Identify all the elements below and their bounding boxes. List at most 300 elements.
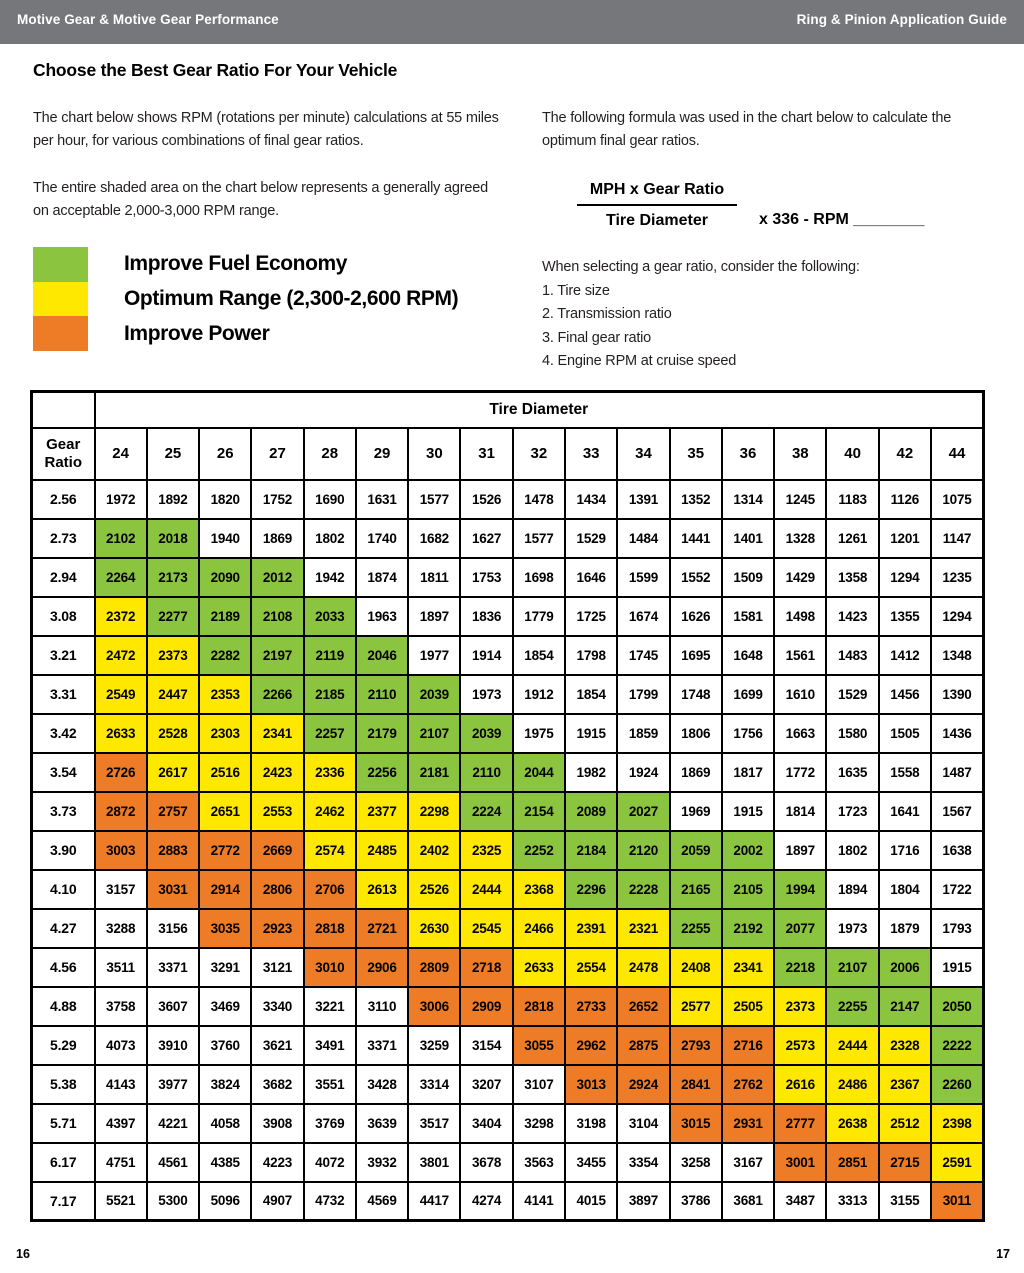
rpm-cell: 1869 (670, 753, 722, 792)
rpm-cell: 2574 (304, 831, 356, 870)
rpm-cell: 1817 (722, 753, 774, 792)
rpm-cell: 1201 (879, 519, 931, 558)
rpm-cell: 3155 (879, 1182, 931, 1221)
legend-item (33, 316, 458, 351)
rpm-cell: 1924 (617, 753, 669, 792)
rpm-cell: 2179 (356, 714, 408, 753)
rpm-cell: 1772 (774, 753, 826, 792)
rpm-cell: 2107 (826, 948, 878, 987)
rpm-cell: 2528 (147, 714, 199, 753)
rpm-cell: 1580 (826, 714, 878, 753)
gear-ratio-considerations (542, 256, 860, 374)
rpm-cell: 2651 (199, 792, 251, 831)
tire-diameter-column-header: 36 (722, 428, 774, 480)
table-row (32, 792, 984, 831)
rpm-cell: 1973 (460, 675, 512, 714)
rpm-cell: 2255 (826, 987, 878, 1026)
rpm-cell: 1126 (879, 480, 931, 519)
rpm-cell: 2377 (356, 792, 408, 831)
rpm-cell: 2669 (251, 831, 303, 870)
rpm-cell: 3801 (408, 1143, 460, 1182)
rpm-cell: 3259 (408, 1026, 460, 1065)
rpm-cell: 1942 (304, 558, 356, 597)
rpm-cell: 3035 (199, 909, 251, 948)
rpm-cell: 2716 (722, 1026, 774, 1065)
page-title: Choose the Best Gear Ratio For Your Vehicle (33, 60, 398, 80)
rpm-cell: 3977 (147, 1065, 199, 1104)
rpm-cell: 2472 (95, 636, 147, 675)
rpm-cell: 2165 (670, 870, 722, 909)
rpm-cell: 2526 (408, 870, 460, 909)
rpm-cell: 1638 (931, 831, 984, 870)
rpm-cell: 2841 (670, 1065, 722, 1104)
rpm-cell: 2851 (826, 1143, 878, 1182)
rpm-cell: 1456 (879, 675, 931, 714)
gear-ratio-cell: 3.73 (32, 792, 95, 831)
rpm-cell: 2373 (774, 987, 826, 1026)
rpm-cell: 1577 (513, 519, 565, 558)
rpm-cell: 2341 (722, 948, 774, 987)
rpm-cell: 3371 (147, 948, 199, 987)
table-row (32, 753, 984, 792)
rpm-cell: 2402 (408, 831, 460, 870)
rpm-cell: 2373 (147, 636, 199, 675)
rpm-cell: 2486 (826, 1065, 878, 1104)
rpm-cell: 1631 (356, 480, 408, 519)
rpm-cell: 1698 (513, 558, 565, 597)
rpm-cell: 2633 (513, 948, 565, 987)
formula (577, 181, 924, 230)
rpm-cell: 4417 (408, 1182, 460, 1221)
consideration-item: 2. Transmission ratio (542, 306, 672, 322)
rpm-cell: 2715 (879, 1143, 931, 1182)
table-row (32, 1026, 984, 1065)
rpm-cell: 2050 (931, 987, 984, 1026)
rpm-cell: 3428 (356, 1065, 408, 1104)
rpm-cell: 2762 (722, 1065, 774, 1104)
rpm-cell: 2391 (565, 909, 617, 948)
rpm-cell: 1352 (670, 480, 722, 519)
rpm-cell: 1745 (617, 636, 669, 675)
rpm-cell: 3908 (251, 1104, 303, 1143)
rpm-cell: 1820 (199, 480, 251, 519)
rpm-cell: 1581 (722, 597, 774, 636)
rpm-cell: 2914 (199, 870, 251, 909)
rpm-cell: 2154 (513, 792, 565, 831)
rpm-cell: 1391 (617, 480, 669, 519)
rpm-cell: 2462 (304, 792, 356, 831)
rpm-cell: 1690 (304, 480, 356, 519)
rpm-cell: 2218 (774, 948, 826, 987)
rpm-cell: 1478 (513, 480, 565, 519)
rpm-cell: 3258 (670, 1143, 722, 1182)
considerations-title: When selecting a gear ratio, consider the following: (542, 259, 860, 275)
header-left-title: Motive Gear & Motive Gear Performance (17, 11, 279, 27)
rpm-cell: 1401 (722, 519, 774, 558)
rpm-cell: 1874 (356, 558, 408, 597)
rpm-cell: 4561 (147, 1143, 199, 1182)
rpm-cell: 1915 (722, 792, 774, 831)
rpm-cell: 3207 (460, 1065, 512, 1104)
rpm-cell: 2147 (879, 987, 931, 1026)
rpm-cell: 1982 (565, 753, 617, 792)
rpm-cell: 2002 (722, 831, 774, 870)
rpm-cell: 2110 (356, 675, 408, 714)
tire-diameter-column-header: 33 (565, 428, 617, 480)
rpm-cell: 2549 (95, 675, 147, 714)
tire-diameter-column-header: 42 (879, 428, 931, 480)
rpm-cell: 2059 (670, 831, 722, 870)
tire-diameter-column-header: 30 (408, 428, 460, 480)
rpm-cell: 1892 (147, 480, 199, 519)
considerations-list (542, 280, 860, 374)
rpm-cell: 2809 (408, 948, 460, 987)
table-row (32, 831, 984, 870)
table-row (32, 909, 984, 948)
rpm-cell: 3682 (251, 1065, 303, 1104)
rpm-cell: 2368 (513, 870, 565, 909)
rpm-cell: 2633 (95, 714, 147, 753)
rpm-cell: 2872 (95, 792, 147, 831)
rpm-cell: 1075 (931, 480, 984, 519)
rpm-cell: 2545 (460, 909, 512, 948)
consideration-item: 3. Final gear ratio (542, 329, 652, 346)
rpm-cell: 2006 (879, 948, 931, 987)
rpm-cell: 2485 (356, 831, 408, 870)
rpm-cell: 4073 (95, 1026, 147, 1065)
gear-ratio-cell: 3.90 (32, 831, 95, 870)
formula-intro: The following formula was used in the chart below to calculate the optimum final gear ratios. (542, 110, 952, 149)
rpm-cell: 1994 (774, 870, 826, 909)
legend (33, 247, 458, 351)
formula-fraction (577, 181, 737, 230)
rpm-cell: 2931 (722, 1104, 774, 1143)
rpm-cell: 2277 (147, 597, 199, 636)
rpm-cell: 2224 (460, 792, 512, 831)
rpm-cell: 2573 (774, 1026, 826, 1065)
rpm-cell: 1940 (199, 519, 251, 558)
gear-ratio-header: Gear Ratio (32, 428, 95, 480)
rpm-cell: 2336 (304, 753, 356, 792)
rpm-cell: 2423 (251, 753, 303, 792)
rpm-cell: 2046 (356, 636, 408, 675)
rpm-cell: 2577 (670, 987, 722, 1026)
rpm-cell: 1483 (826, 636, 878, 675)
rpm-cell: 3455 (565, 1143, 617, 1182)
page-number-right: 17 (996, 1247, 1010, 1261)
rpm-cell: 3110 (356, 987, 408, 1026)
rpm-cell: 1879 (879, 909, 931, 948)
rpm-cell: 2027 (617, 792, 669, 831)
rpm-cell: 1799 (617, 675, 669, 714)
rpm-cell: 2478 (617, 948, 669, 987)
rpm-cell: 1802 (304, 519, 356, 558)
rpm-cell: 1487 (931, 753, 984, 792)
tire-diameter-column-header: 29 (356, 428, 408, 480)
gear-ratio-cell: 5.29 (32, 1026, 95, 1065)
tire-diameter-column-header: 38 (774, 428, 826, 480)
rpm-cell: 3404 (460, 1104, 512, 1143)
table-row (32, 675, 984, 714)
rpm-cell: 2033 (304, 597, 356, 636)
legend-color-swatch (33, 282, 88, 317)
rpm-cell: 2296 (565, 870, 617, 909)
rpm-cell: 2591 (931, 1143, 984, 1182)
gear-ratio-cell: 3.54 (32, 753, 95, 792)
gear-ratio-cell: 2.73 (32, 519, 95, 558)
rpm-cell: 4751 (95, 1143, 147, 1182)
rpm-cell: 2777 (774, 1104, 826, 1143)
rpm-cell: 4223 (251, 1143, 303, 1182)
rpm-cell: 1245 (774, 480, 826, 519)
rpm-cell: 1646 (565, 558, 617, 597)
rpm-cell: 1261 (826, 519, 878, 558)
rpm-cell: 1963 (356, 597, 408, 636)
rpm-cell: 2260 (931, 1065, 984, 1104)
gear-ratio-cell: 7.17 (32, 1182, 95, 1221)
rpm-cell: 3371 (356, 1026, 408, 1065)
rpm-cell: 2185 (304, 675, 356, 714)
rpm-cell: 1897 (408, 597, 460, 636)
rpm-cell: 1975 (513, 714, 565, 753)
rpm-cell: 2120 (617, 831, 669, 870)
rpm-cell: 1695 (670, 636, 722, 675)
rpm-cell: 4143 (95, 1065, 147, 1104)
rpm-cell: 3314 (408, 1065, 460, 1104)
table-row (32, 987, 984, 1026)
rpm-cell: 1577 (408, 480, 460, 519)
rpm-cell: 3678 (460, 1143, 512, 1182)
rpm-cell: 2818 (513, 987, 565, 1026)
rpm-cell: 1436 (931, 714, 984, 753)
rpm-cell: 3156 (147, 909, 199, 948)
header-right-title: Ring & Pinion Application Guide (796, 11, 1007, 27)
rpm-cell: 2613 (356, 870, 408, 909)
gear-ratio-cell: 3.42 (32, 714, 95, 753)
rpm-cell: 2883 (147, 831, 199, 870)
rpm-cell: 1484 (617, 519, 669, 558)
rpm-cell: 1599 (617, 558, 669, 597)
rpm-cell: 1552 (670, 558, 722, 597)
rpm-cell: 1294 (879, 558, 931, 597)
rpm-cell: 1972 (95, 480, 147, 519)
tire-diameter-header: Tire Diameter (95, 392, 984, 428)
gear-ratio-cell: 4.56 (32, 948, 95, 987)
rpm-cell: 2906 (356, 948, 408, 987)
table-row (32, 1065, 984, 1104)
rpm-cell: 1894 (826, 870, 878, 909)
rpm-cell: 3758 (95, 987, 147, 1026)
rpm-cell: 1793 (931, 909, 984, 948)
rpm-cell: 2512 (879, 1104, 931, 1143)
rpm-cell: 2192 (722, 909, 774, 948)
rpm-cell: 2298 (408, 792, 460, 831)
rpm-cell: 2044 (513, 753, 565, 792)
legend-color-swatch (33, 247, 88, 282)
table-row (32, 1143, 984, 1182)
rpm-cell: 1529 (826, 675, 878, 714)
rpm-cell: 2252 (513, 831, 565, 870)
intro-paragraph-2: The entire shaded area on the chart below represents a generally agreed on acceptable 2,000-3,000 RPM range. (33, 180, 488, 219)
rpm-cell: 1314 (722, 480, 774, 519)
rpm-cell: 1235 (931, 558, 984, 597)
rpm-cell: 1756 (722, 714, 774, 753)
table-row (32, 870, 984, 909)
rpm-cell: 1723 (826, 792, 878, 831)
rpm-cell: 1722 (931, 870, 984, 909)
rpm-cell: 3681 (722, 1182, 774, 1221)
rpm-cell: 3104 (617, 1104, 669, 1143)
rpm-cell: 2110 (460, 753, 512, 792)
rpm-cell: 1806 (670, 714, 722, 753)
rpm-cell: 3469 (199, 987, 251, 1026)
table-row (32, 558, 984, 597)
rpm-cell: 2733 (565, 987, 617, 1026)
rpm-cell: 3011 (931, 1182, 984, 1221)
rpm-cell: 3354 (617, 1143, 669, 1182)
tire-diameter-column-header: 35 (670, 428, 722, 480)
rpm-cell: 2039 (460, 714, 512, 753)
rpm-cell: 1390 (931, 675, 984, 714)
rpm-cell: 2189 (199, 597, 251, 636)
rpm-cell: 2757 (147, 792, 199, 831)
rpm-cell: 2372 (95, 597, 147, 636)
rpm-cell: 2447 (147, 675, 199, 714)
gear-ratio-cell: 5.71 (32, 1104, 95, 1143)
gear-ratio-cell: 4.88 (32, 987, 95, 1026)
rpm-cell: 2222 (931, 1026, 984, 1065)
gear-ratio-cell: 3.08 (32, 597, 95, 636)
rpm-cell: 1348 (931, 636, 984, 675)
rpm-cell: 3013 (565, 1065, 617, 1104)
rpm-cell: 3298 (513, 1104, 565, 1143)
rpm-cell: 3639 (356, 1104, 408, 1143)
tire-diameter-column-header: 24 (95, 428, 147, 480)
rpm-cell: 1328 (774, 519, 826, 558)
rpm-cell: 2325 (460, 831, 512, 870)
rpm-cell: 3010 (304, 948, 356, 987)
rpm-cell: 1802 (826, 831, 878, 870)
tire-diameter-column-header: 26 (199, 428, 251, 480)
rpm-cell: 3551 (304, 1065, 356, 1104)
rpm-cell: 1294 (931, 597, 984, 636)
rpm-cell: 1429 (774, 558, 826, 597)
rpm-cell: 3006 (408, 987, 460, 1026)
rpm-cell: 1626 (670, 597, 722, 636)
rpm-cell: 2090 (199, 558, 251, 597)
rpm-cell: 3769 (304, 1104, 356, 1143)
rpm-cell: 2505 (722, 987, 774, 1026)
rpm-cell: 4058 (199, 1104, 251, 1143)
rpm-cell: 1854 (513, 636, 565, 675)
gear-ratio-cell: 3.31 (32, 675, 95, 714)
rpm-cell: 2181 (408, 753, 460, 792)
table-row (32, 636, 984, 675)
rpm-cell: 2089 (565, 792, 617, 831)
rpm-cell: 2638 (826, 1104, 878, 1143)
rpm-cell: 3621 (251, 1026, 303, 1065)
rpm-cell: 2652 (617, 987, 669, 1026)
rpm-cell: 3154 (460, 1026, 512, 1065)
rpm-cell: 1699 (722, 675, 774, 714)
rpm-cell: 2255 (670, 909, 722, 948)
rpm-cell: 1529 (565, 519, 617, 558)
rpm-cell: 3015 (670, 1104, 722, 1143)
rpm-cell: 5521 (95, 1182, 147, 1221)
rpm-cell: 1558 (879, 753, 931, 792)
rpm-cell: 3055 (513, 1026, 565, 1065)
rpm-cell: 3607 (147, 987, 199, 1026)
gear-ratio-cell: 2.94 (32, 558, 95, 597)
table-row (32, 1104, 984, 1143)
rpm-cell: 2018 (147, 519, 199, 558)
rpm-cell: 1859 (617, 714, 669, 753)
column-header-row (32, 428, 984, 480)
rpm-cell: 2012 (251, 558, 303, 597)
rpm-cell: 1779 (513, 597, 565, 636)
rpm-cell: 1869 (251, 519, 303, 558)
legend-item (33, 282, 458, 317)
rpm-cell: 1663 (774, 714, 826, 753)
rpm-cell: 2353 (199, 675, 251, 714)
rpm-cell: 1674 (617, 597, 669, 636)
rpm-cell: 1798 (565, 636, 617, 675)
rpm-cell: 1412 (879, 636, 931, 675)
rpm-cell: 2328 (879, 1026, 931, 1065)
table-row (32, 948, 984, 987)
rpm-cell: 3313 (826, 1182, 878, 1221)
rpm-cell: 1814 (774, 792, 826, 831)
gear-ratio-cell: 6.17 (32, 1143, 95, 1182)
rpm-cell: 1914 (460, 636, 512, 675)
gear-ratio-cell: 2.56 (32, 480, 95, 519)
rpm-cell: 2875 (617, 1026, 669, 1065)
rpm-cell: 1969 (670, 792, 722, 831)
rpm-cell: 2256 (356, 753, 408, 792)
rpm-cell: 1441 (670, 519, 722, 558)
rpm-cell: 1147 (931, 519, 984, 558)
gear-ratio-table (30, 390, 985, 1222)
rpm-cell: 1627 (460, 519, 512, 558)
rpm-cell: 4072 (304, 1143, 356, 1182)
formula-denominator: Tire Diameter (606, 212, 708, 229)
rpm-cell: 1973 (826, 909, 878, 948)
tire-diameter-column-header: 40 (826, 428, 878, 480)
tire-diameter-column-header: 31 (460, 428, 512, 480)
rpm-cell: 1753 (460, 558, 512, 597)
rpm-cell: 2616 (774, 1065, 826, 1104)
rpm-cell: 2706 (304, 870, 356, 909)
rpm-cell: 2909 (460, 987, 512, 1026)
rpm-cell: 3487 (774, 1182, 826, 1221)
rpm-cell: 3221 (304, 987, 356, 1026)
rpm-cell: 1836 (460, 597, 512, 636)
tire-diameter-header-row (32, 392, 984, 428)
rpm-cell: 2184 (565, 831, 617, 870)
rpm-cell: 1498 (774, 597, 826, 636)
rpm-cell: 3563 (513, 1143, 565, 1182)
rpm-cell: 2721 (356, 909, 408, 948)
rpm-cell: 2321 (617, 909, 669, 948)
rpm-cell: 2444 (826, 1026, 878, 1065)
rpm-cell: 2772 (199, 831, 251, 870)
rpm-cell: 3910 (147, 1026, 199, 1065)
intro-paragraph-1: The chart below shows RPM (rotations per minute) calculations at 55 miles per hour, for various combinations of final gear ratios. (33, 110, 499, 149)
legend-label: Improve Fuel Economy (124, 252, 348, 276)
tire-diameter-column-header: 28 (304, 428, 356, 480)
rpm-cell: 1811 (408, 558, 460, 597)
rpm-cell: 3491 (304, 1026, 356, 1065)
